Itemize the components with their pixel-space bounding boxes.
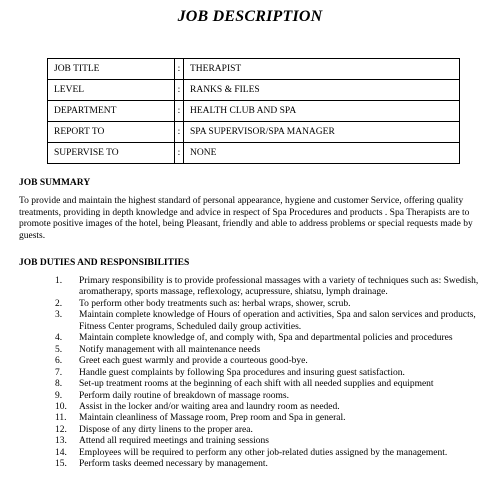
info-separator: : (175, 122, 184, 143)
info-separator: : (175, 59, 184, 80)
info-label: SUPERVISE TO (48, 143, 175, 164)
list-item (19, 402, 481, 413)
duty-text: Employees will be required to perform any other job-related duties assigned by the management. (79, 447, 448, 458)
list-item (19, 436, 481, 447)
info-label: LEVEL (48, 80, 175, 101)
list-item (19, 276, 481, 299)
duty-number: 2. (55, 298, 63, 309)
duty-number: 8. (55, 379, 63, 390)
list-item (19, 379, 481, 390)
duty-text: Maintain complete knowledge of Hours of operation and activities, Spa and salon services and products, Fitness Center programs, Scheduled daily group activities. (79, 310, 476, 332)
duty-number: 10. (55, 401, 67, 412)
list-item (19, 368, 481, 379)
info-separator: : (175, 80, 184, 101)
duty-number: 14. (55, 447, 67, 458)
duty-number: 13. (55, 436, 67, 447)
info-value: RANKS & FILES (184, 80, 460, 101)
duty-text: Perform daily routine of breakdown of massage rooms. (79, 390, 290, 401)
duty-number: 1. (55, 276, 63, 286)
list-item (19, 391, 481, 402)
list-item (19, 459, 481, 470)
list-item (19, 299, 481, 310)
duty-text: Primary responsibility is to provide professional massages with a variety of techniques such as: Swedish, aromatherapy, sports massage, reflexology, acupressure, shiatsu, lymph drainage. (79, 276, 479, 298)
list-item (19, 425, 481, 436)
duty-text: Set-up treatment rooms at the beginning of each shift with all needed supplies and equipment (79, 379, 434, 390)
duty-number: 4. (55, 333, 63, 344)
list-item (19, 345, 481, 356)
info-separator: : (175, 101, 184, 122)
duty-text: Attend all required meetings and training sessions (79, 436, 269, 447)
duty-number: 9. (55, 390, 63, 401)
duties-heading: JOB DUTIES AND RESPONSIBILITIES (19, 258, 190, 268)
duty-number: 11. (55, 413, 67, 424)
duty-text: Handle guest complaints by following Spa procedures and insuring guest satisfaction. (79, 367, 405, 378)
info-label: DEPARTMENT (48, 101, 175, 122)
page-title: JOB DESCRIPTION (177, 8, 323, 25)
duty-text: Perform tasks deemed necessary by management. (79, 459, 268, 470)
duty-text: To perform other body treatments such as: herbal wraps, shower, scrub. (79, 298, 351, 309)
duty-text: Greet each guest warmly and provide a courteous good-bye. (79, 356, 308, 367)
duty-number: 3. (55, 310, 63, 321)
info-row (48, 101, 460, 122)
duty-text: Maintain cleanliness of Massage room, Prep room and Spa in general. (79, 413, 346, 424)
job-info-table-body (48, 59, 460, 164)
duty-text: Dispose of any dirty linens to the proper area. (79, 424, 253, 435)
duties-list (19, 276, 481, 471)
duty-number: 7. (55, 367, 63, 378)
list-item (19, 310, 481, 333)
info-row (48, 80, 460, 101)
duty-number: 6. (55, 356, 63, 367)
info-row (48, 122, 460, 143)
duty-number: 12. (55, 424, 67, 435)
duty-text: Maintain complete knowledge of, and comply with, Spa and departmental policies and procedures (79, 333, 453, 344)
info-label: JOB TITLE (48, 59, 175, 80)
duty-number: 5. (55, 344, 63, 355)
info-separator: : (175, 143, 184, 164)
info-label: REPORT TO (48, 122, 175, 143)
duty-text: Assist in the locker and/or waiting area and laundry room as needed. (79, 401, 340, 412)
list-item (19, 356, 481, 367)
info-value: HEALTH CLUB AND SPA (184, 101, 460, 122)
list-item (19, 448, 481, 459)
list-item (19, 413, 481, 424)
info-value: SPA SUPERVISOR/SPA MANAGER (184, 122, 460, 143)
info-row (48, 143, 460, 164)
duty-number: 15. (55, 459, 67, 470)
job-summary-heading: JOB SUMMARY (19, 178, 91, 188)
job-info-table (47, 58, 460, 164)
info-value: NONE (184, 143, 460, 164)
info-row (48, 59, 460, 80)
job-summary-text: To provide and maintain the highest standard of personal appearance, hygiene and customer Service, offering quality treatments, providing in depth knowledge and advice in respect of Spa Procedures and products . Spa Therapists are to promote positive images of the hotel, being Pleasant, friendly and able to address problems or special requests made by guests. (19, 196, 473, 241)
info-value: THERAPIST (184, 59, 460, 80)
list-item (19, 333, 481, 344)
duty-text: Notify management with all maintenance needs (79, 344, 261, 355)
